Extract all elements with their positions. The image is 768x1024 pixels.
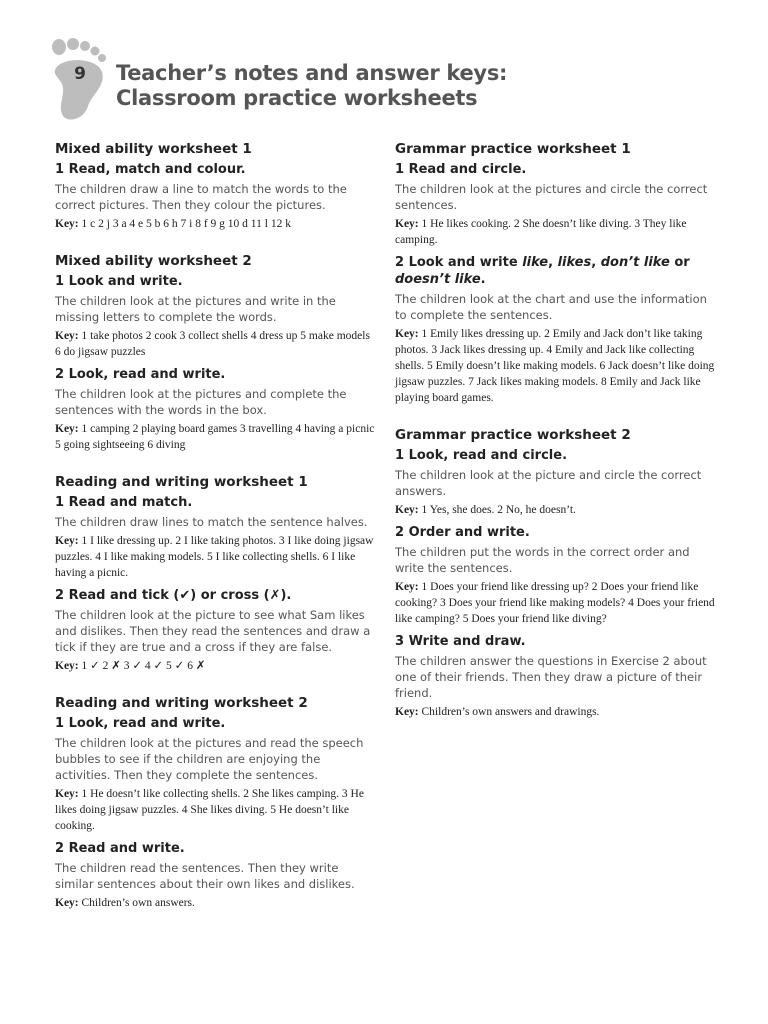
exercise-description: The children answer the questions in Exercise 2 about one of their friends. Then they draw a picture of their friend. <box>395 654 707 700</box>
answer-key-text: 1 camping 2 playing board games 3 travelling 4 having a picnic 5 going sightseeing 6 diving <box>55 423 375 451</box>
worksheet-title: Grammar practice worksheet 2 <box>395 427 631 443</box>
exercise-heading-emphasis: likes <box>557 255 592 270</box>
exercise-heading: 1 Read, match and colour. <box>55 162 246 177</box>
exercise-heading: 2 Order and write. <box>395 525 530 540</box>
answer-key-label: Key: <box>55 535 79 547</box>
exercise-description: The children look at the pictures and write in the missing letters to complete the words. <box>55 294 336 324</box>
exercise-description: The children draw a line to match the words to the correct pictures. Then they colour the pictures. <box>55 182 347 212</box>
answer-key-label: Key: <box>395 706 419 718</box>
answer-key <box>395 704 715 720</box>
exercise-heading: 1 Look, read and write. <box>55 716 226 731</box>
exercise-heading-emphasis: like <box>522 255 549 270</box>
exercise-description: The children look at the pictures and read the speech bubbles to see if the children are enjoying the activities. Then they complete the sentences. <box>55 736 364 782</box>
answer-key <box>55 216 375 232</box>
answer-key-text: 1 take photos 2 cook 3 collect shells 4 dress up 5 make models 6 do jigsaw puzzles <box>55 330 370 358</box>
answer-key <box>395 326 715 406</box>
exercise-heading-text: . <box>480 272 486 287</box>
exercise-heading-text: or <box>669 255 690 270</box>
answer-key-label: Key: <box>395 581 419 593</box>
exercise-heading: 2 Read and tick (✔) or cross (✗). <box>55 588 292 603</box>
answer-key <box>395 579 715 627</box>
answer-key-text: 1 He likes cooking. 2 She doesn’t like diving. 3 They like camping. <box>395 218 687 246</box>
unit-number: 9 <box>74 64 86 84</box>
worksheet-title: Grammar practice worksheet 1 <box>395 141 631 157</box>
answer-key-text: Children’s own answers. <box>81 897 195 909</box>
exercise-description: The children look at the pictures and circle the correct sentences. <box>395 182 708 212</box>
answer-key-label: Key: <box>55 897 79 909</box>
exercise-description: The children look at the pictures and complete the sentences with the words in the box. <box>55 387 347 417</box>
answer-key-text: 1 c 2 j 3 a 4 e 5 b 6 h 7 i 8 f 9 g 10 d 11 l 12 k <box>81 218 291 230</box>
answer-key-label: Key: <box>55 788 79 800</box>
answer-key-text: 1 Does your friend like dressing up? 2 Does your friend like cooking? 3 Does your friend like making models? 4 Does your friend like camping? 5 Does your friend like diving? <box>395 581 715 625</box>
exercise-heading-emphasis: doesn’t like <box>395 272 481 287</box>
answer-key-text: 1 Emily likes dressing up. 2 Emily and Jack don’t like taking photos. 3 Jack likes dressing up. 4 Emily and Jack like collecting shells. 5 Emily doesn’t like making models. 6 Jack doesn’t like doing jigsaw puzzles. 7 Jack likes making models. 8 Emily and Jack like playing board games. <box>395 328 715 404</box>
title-line-2: Classroom practice worksheets <box>116 86 478 110</box>
page-title <box>116 61 507 111</box>
answer-key-text: 1 He doesn’t like collecting shells. 2 She likes camping. 3 He likes doing jigsaw puzzles. 4 She likes diving. 5 He doesn’t like cooking. <box>55 788 364 832</box>
exercise-heading: 1 Look, read and circle. <box>395 448 568 463</box>
worksheet-section <box>55 252 375 453</box>
exercise-heading <box>395 254 715 288</box>
answer-key <box>55 328 375 360</box>
exercise-heading: 2 Look, read and write. <box>55 367 226 382</box>
page-header <box>40 36 740 126</box>
answer-key-text: 1 I like dressing up. 2 I like taking photos. 3 I like doing jigsaw puzzles. 4 I like making models. 5 I like collecting shells. 6 I like having a picnic. <box>55 535 374 579</box>
exercise-description: The children look at the chart and use the information to complete the sentences. <box>395 292 707 322</box>
right-column <box>395 140 715 740</box>
answer-key-label: Key: <box>395 504 419 516</box>
answer-key-text: 1 ✓ 2 ✗ 3 ✓ 4 ✓ 5 ✓ 6 ✗ <box>81 660 206 672</box>
exercise-description: The children read the sentences. Then they write similar sentences about their own likes and dislikes. <box>55 861 355 891</box>
worksheet-section <box>55 140 375 232</box>
exercise-description: The children look at the picture to see what Sam likes and dislikes. Then they read the sentences and draw a tick if they are true and a cross if they are false. <box>55 608 371 654</box>
answer-key <box>55 786 375 834</box>
exercise-heading: 1 Read and match. <box>55 495 193 510</box>
answer-key <box>55 895 375 911</box>
worksheet-section <box>395 426 715 720</box>
exercise-heading-emphasis: don’t like <box>600 255 670 270</box>
answer-key <box>395 216 715 248</box>
answer-key <box>55 658 375 674</box>
exercise-heading: 1 Look and write. <box>55 274 183 289</box>
worksheet-section <box>55 694 375 911</box>
exercise-description: The children draw lines to match the sentence halves. <box>55 515 368 529</box>
answer-key <box>55 533 375 581</box>
exercise-heading-text: 2 Look and write <box>395 255 523 270</box>
worksheet-title: Reading and writing worksheet 2 <box>55 695 308 711</box>
answer-key-text: 1 Yes, she does. 2 No, he doesn’t. <box>421 504 576 516</box>
answer-key-label: Key: <box>55 218 79 230</box>
worksheet-title: Mixed ability worksheet 1 <box>55 141 252 157</box>
answer-key <box>55 421 375 453</box>
answer-key-label: Key: <box>395 218 419 230</box>
exercise-heading-text: , <box>591 255 601 270</box>
answer-key-label: Key: <box>55 660 79 672</box>
answer-key-label: Key: <box>55 423 79 435</box>
exercise-heading: 1 Read and circle. <box>395 162 527 177</box>
worksheet-title: Reading and writing worksheet 1 <box>55 474 308 490</box>
worksheet-section <box>395 140 715 406</box>
exercise-heading: 2 Read and write. <box>55 841 185 856</box>
exercise-heading: 3 Write and draw. <box>395 634 526 649</box>
worksheet-title: Mixed ability worksheet 2 <box>55 253 252 269</box>
exercise-description: The children look at the picture and circle the correct answers. <box>395 468 702 498</box>
exercise-description: The children put the words in the correct order and write the sentences. <box>395 545 690 575</box>
left-column <box>55 140 375 931</box>
answer-key-label: Key: <box>395 328 419 340</box>
answer-key-label: Key: <box>55 330 79 342</box>
worksheet-section <box>55 473 375 674</box>
answer-key <box>395 502 715 518</box>
answer-key-text: Children’s own answers and drawings. <box>421 706 600 718</box>
title-line-1: Teacher’s notes and answer keys: <box>116 61 508 85</box>
exercise-heading-text: , <box>548 255 558 270</box>
